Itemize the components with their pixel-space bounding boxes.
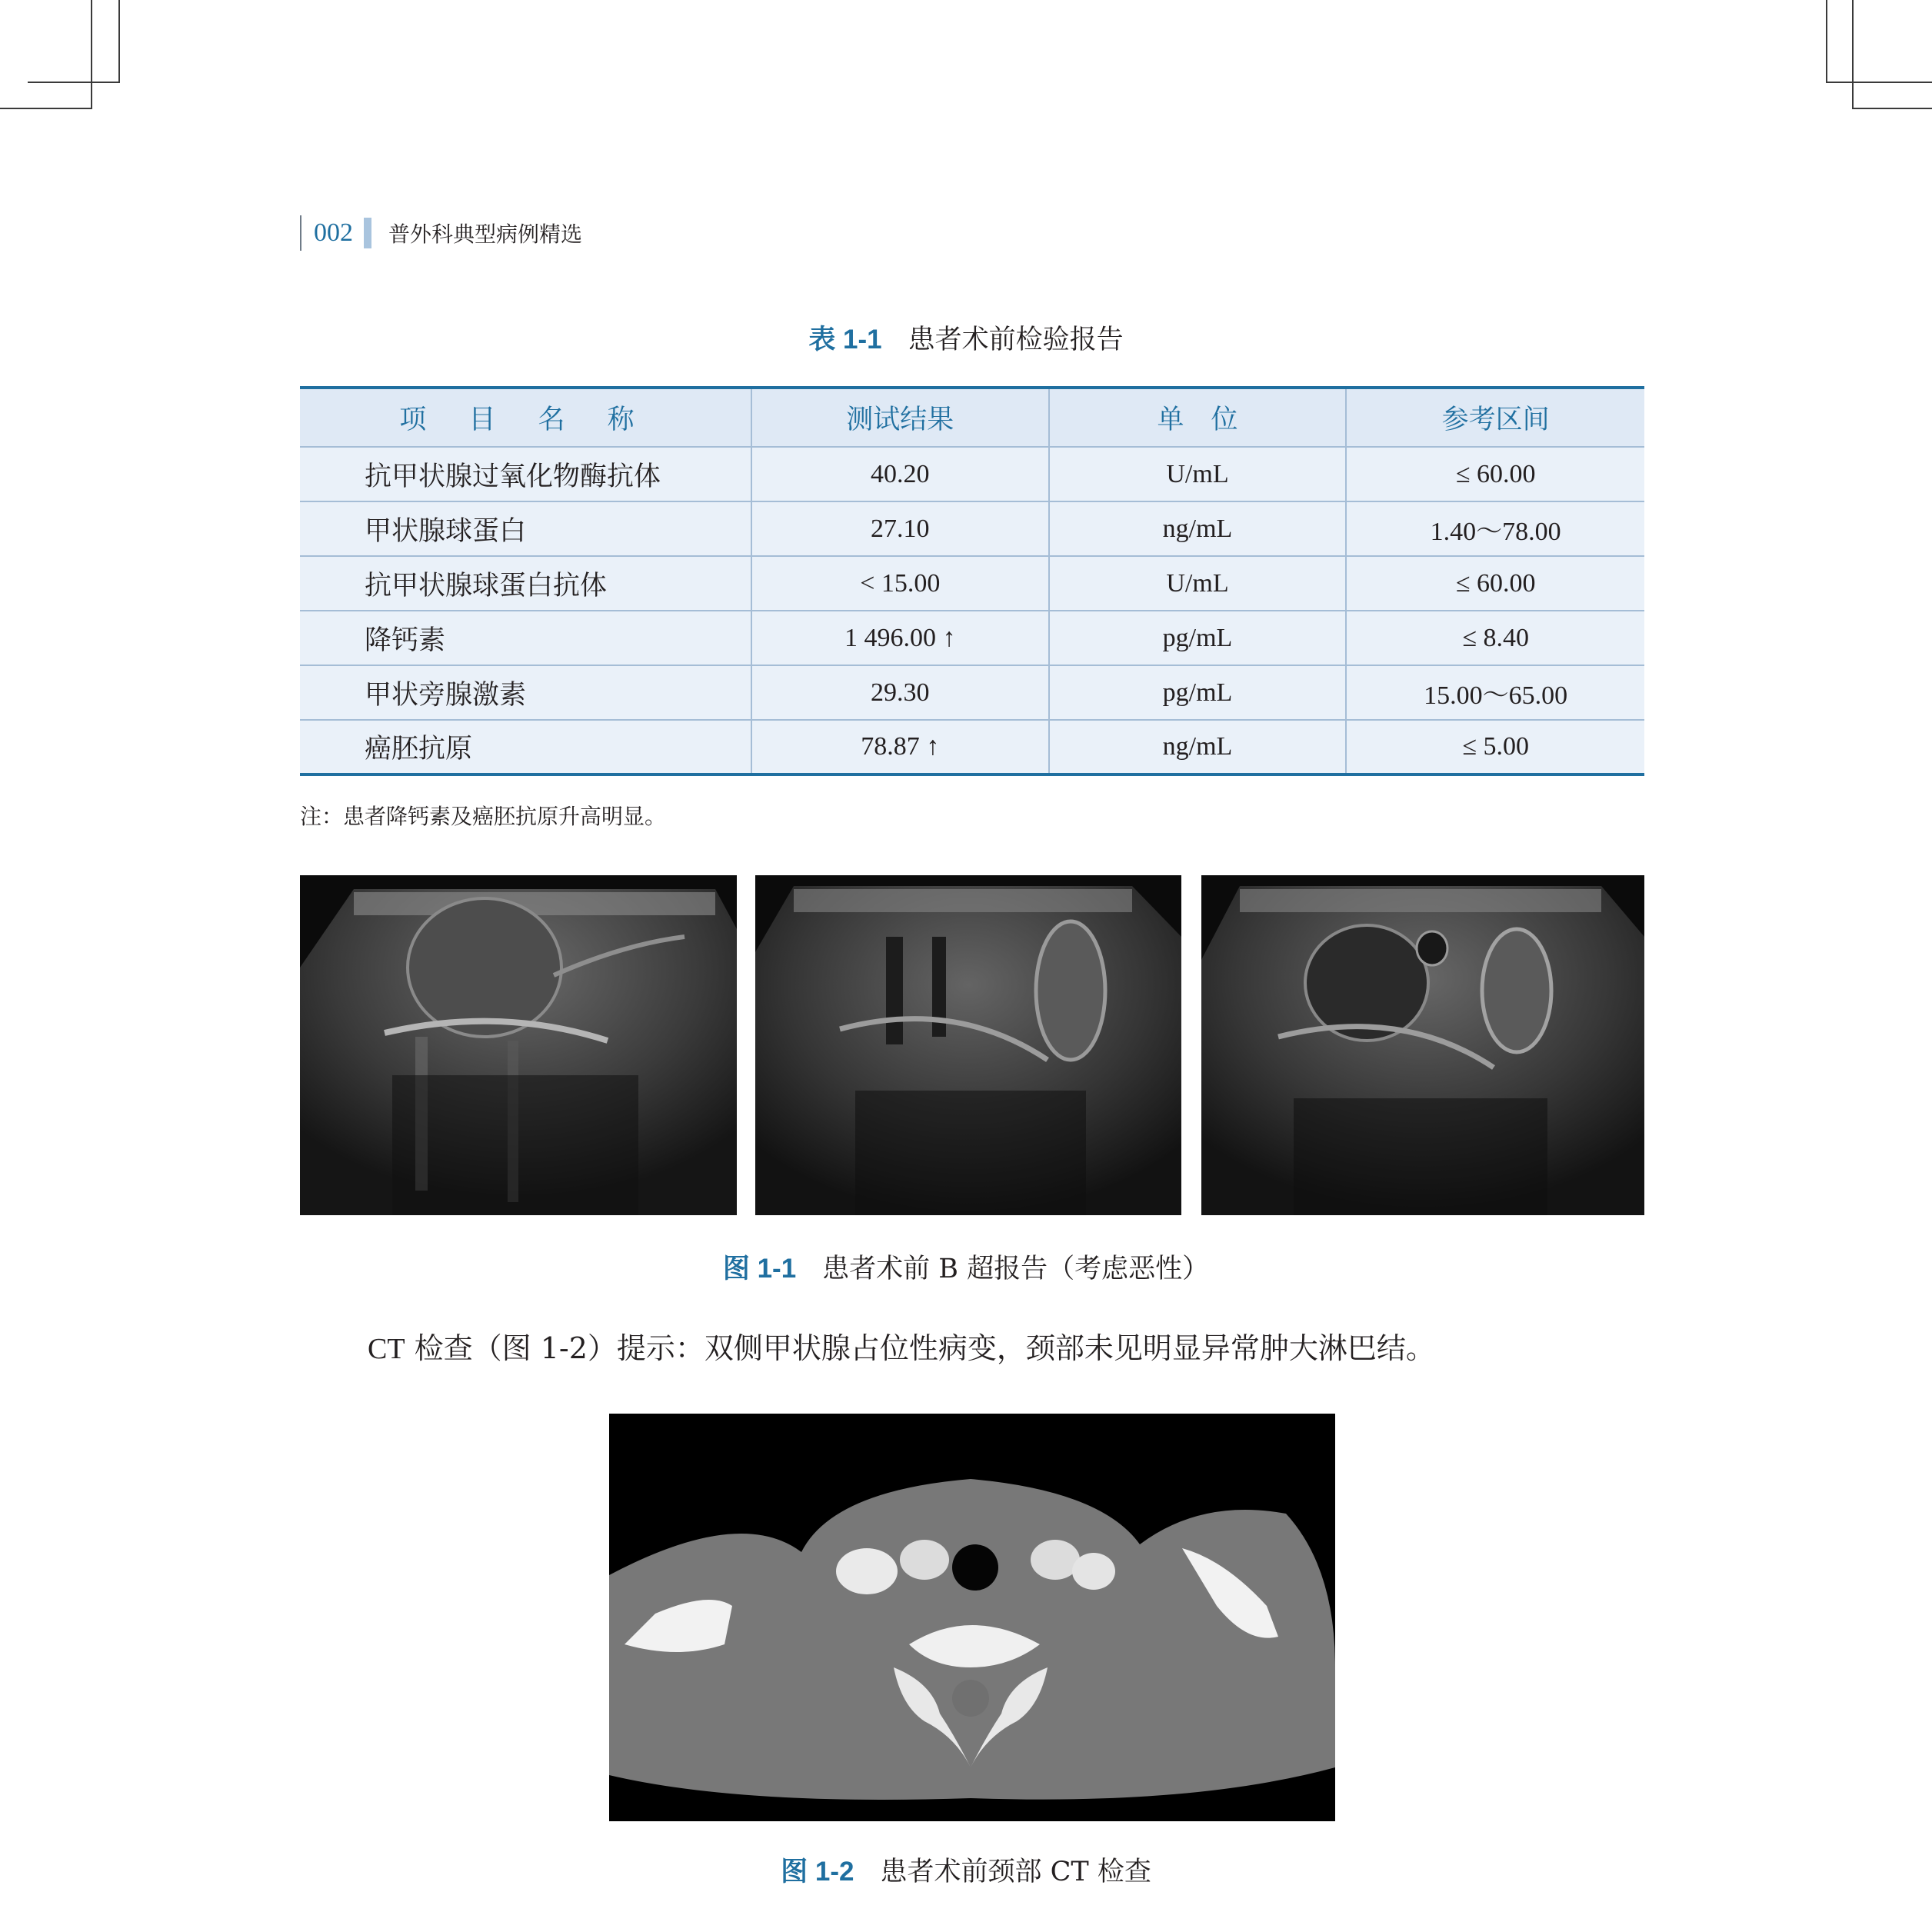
column-header-unit: 单 位 xyxy=(1049,388,1347,447)
cell-item: 甲状旁腺激素 xyxy=(300,665,751,720)
table-caption-number: 表 1-1 xyxy=(808,325,882,355)
table-caption xyxy=(0,318,1932,357)
cell-unit: U/mL xyxy=(1049,556,1347,611)
paragraph-ct: CT xyxy=(368,1333,405,1365)
table-note: 注：患者降钙素及癌胚抗原升高明显。 xyxy=(300,804,667,829)
crop-mark xyxy=(1852,0,1854,109)
figure1-title: 患者术前 B 超报告（考虑恶性） xyxy=(822,1254,1210,1284)
cell-item: 抗甲状腺球蛋白抗体 xyxy=(300,556,751,611)
crop-mark xyxy=(1826,0,1827,83)
cell-unit: pg/mL xyxy=(1049,611,1347,665)
table-row xyxy=(300,556,1644,611)
page-number: 002 xyxy=(314,218,353,247)
cell-reference: ≤ 8.40 xyxy=(1346,611,1644,665)
cell-result: < 15.00 xyxy=(751,556,1049,611)
header-rule xyxy=(300,215,301,251)
cell-unit: ng/mL xyxy=(1049,720,1347,774)
table-row xyxy=(300,720,1644,774)
cell-reference: ≤ 60.00 xyxy=(1346,447,1644,501)
table-header-row xyxy=(300,388,1644,447)
book-title: 普外科典型病例精选 xyxy=(388,222,583,247)
table-row xyxy=(300,447,1644,501)
table-caption-title: 患者术前检验报告 xyxy=(908,325,1124,355)
column-header-reference: 参考区间 xyxy=(1346,388,1644,447)
ultrasound-image-1 xyxy=(300,875,737,1215)
cell-item: 抗甲状腺过氧化物酶抗体 xyxy=(300,447,751,501)
crop-mark xyxy=(1826,82,1932,83)
header-bar xyxy=(364,218,371,248)
figure1-number: 图 1-1 xyxy=(722,1254,797,1284)
cell-item: 甲状腺球蛋白 xyxy=(300,501,751,556)
cell-reference: 1.40～78.00 xyxy=(1346,501,1644,556)
figure2-title: 患者术前颈部 CT 检查 xyxy=(880,1857,1151,1887)
ct-image xyxy=(609,1414,1335,1821)
column-header-result: 测试结果 xyxy=(751,388,1049,447)
table-row xyxy=(300,665,1644,720)
table-row xyxy=(300,611,1644,665)
crop-mark xyxy=(0,108,92,109)
paragraph-text: 检查（图 1-2）提示：双侧甲状腺占位性病变，颈部未见明显异常肿大淋巴结。 xyxy=(405,1331,1435,1365)
running-header xyxy=(300,215,582,251)
lab-report-table xyxy=(300,386,1644,776)
cell-item: 癌胚抗原 xyxy=(300,720,751,774)
body-paragraph xyxy=(368,1324,1435,1367)
cell-result: 78.87 ↑ xyxy=(751,720,1049,774)
crop-mark xyxy=(118,0,120,83)
cell-unit: U/mL xyxy=(1049,447,1347,501)
ultrasound-image-3 xyxy=(1201,875,1644,1215)
figure2-number: 图 1-2 xyxy=(781,1857,854,1887)
cell-unit: ng/mL xyxy=(1049,501,1347,556)
cell-reference: 15.00～65.00 xyxy=(1346,665,1644,720)
cell-unit: pg/mL xyxy=(1049,665,1347,720)
crop-mark xyxy=(91,0,92,109)
crop-mark xyxy=(1852,108,1932,109)
figure1-caption xyxy=(0,1247,1932,1286)
cell-item: 降钙素 xyxy=(300,611,751,665)
cell-reference: ≤ 5.00 xyxy=(1346,720,1644,774)
cell-reference: ≤ 60.00 xyxy=(1346,556,1644,611)
cell-result: 1 496.00 ↑ xyxy=(751,611,1049,665)
column-header-item: 项 目 名 称 xyxy=(300,388,751,447)
cell-result: 29.30 xyxy=(751,665,1049,720)
ultrasound-image-2 xyxy=(755,875,1181,1215)
table-row xyxy=(300,501,1644,556)
crop-mark xyxy=(28,82,120,83)
cell-result: 40.20 xyxy=(751,447,1049,501)
cell-result: 27.10 xyxy=(751,501,1049,556)
figure2-caption xyxy=(0,1850,1932,1889)
